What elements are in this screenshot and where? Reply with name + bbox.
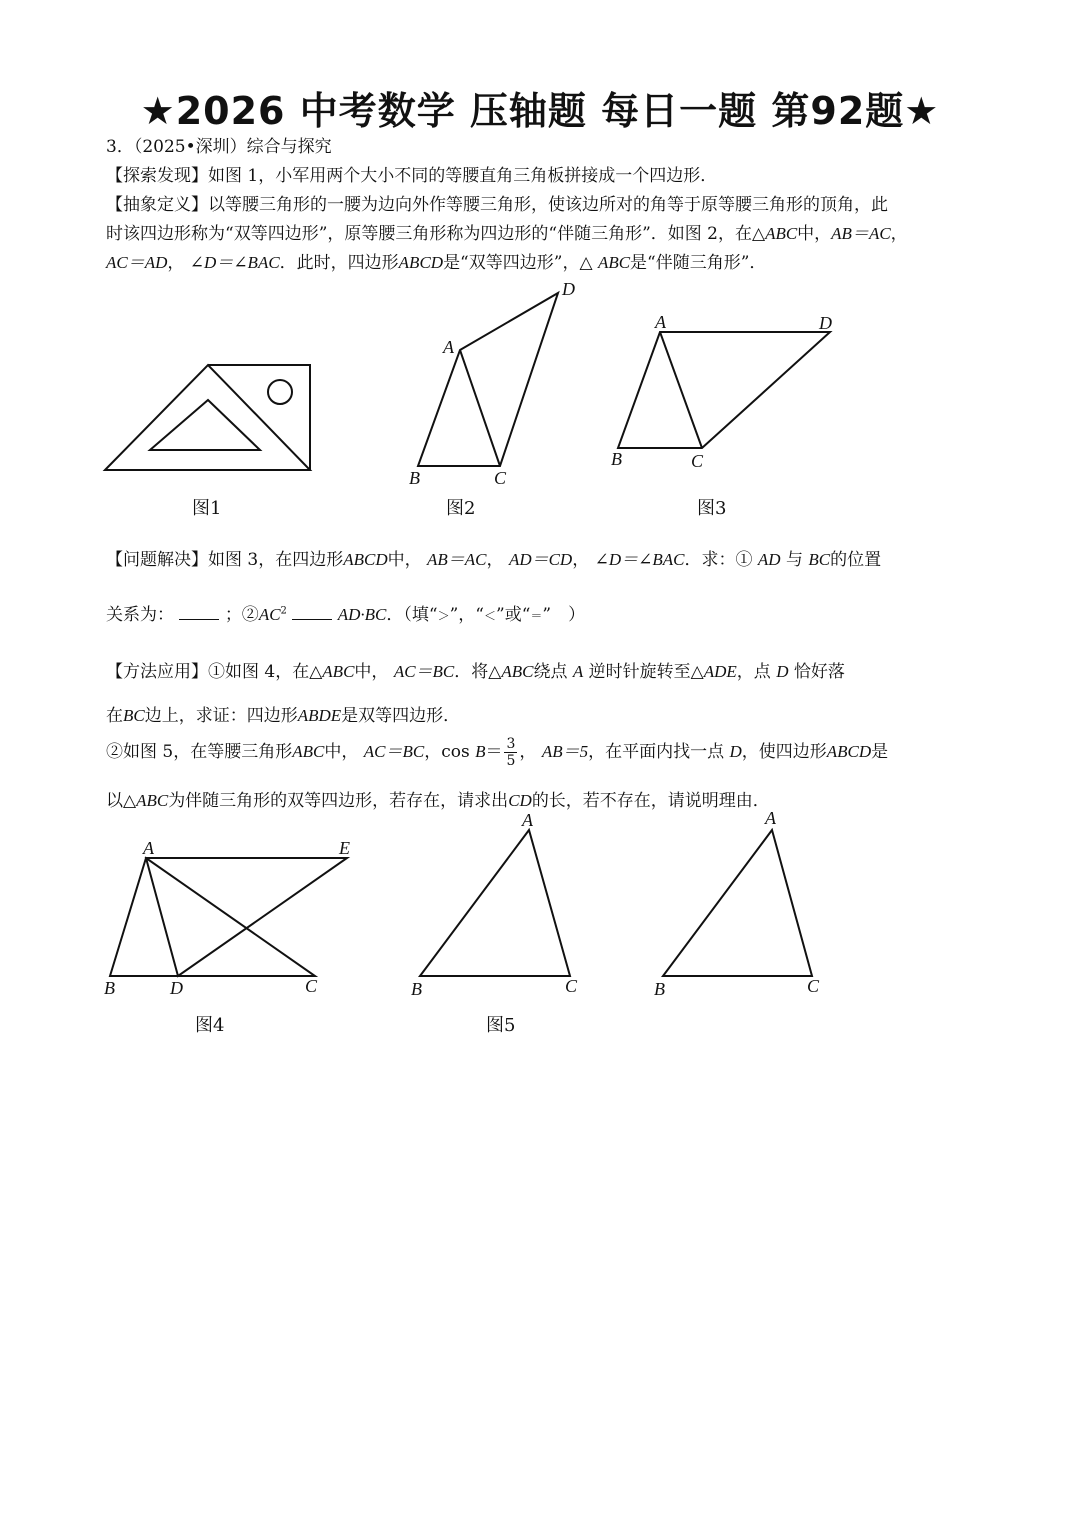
discover-text: 【探索发现】如图 1，小军用两个大小不同的等腰直角三角板拼接成一个四边形． — [106, 166, 718, 186]
fig5-triangle-abc — [420, 830, 570, 976]
text: ，点 — [736, 662, 771, 682]
fig6-label-b: B — [654, 979, 665, 999]
math: ABCD — [826, 742, 872, 761]
fig2-label-c: C — [494, 468, 507, 488]
figure-6 — [650, 808, 830, 998]
figure-2 — [400, 280, 600, 490]
math: ABCD — [398, 253, 444, 272]
math: AB＝AC — [831, 224, 891, 243]
text: ， — [890, 224, 908, 244]
math: ∠D＝∠BAC — [189, 253, 280, 272]
text: 中， — [324, 742, 359, 762]
text: 与 — [785, 550, 803, 570]
fig2-label-b: B — [409, 468, 420, 488]
text: 为伴随三角形的双等四边形，若存在，请求出 — [168, 791, 509, 811]
symbol: ＝ — [530, 609, 543, 623]
fig3-quadrilateral — [618, 332, 830, 448]
math: A — [572, 662, 584, 681]
text: 中， — [797, 224, 832, 244]
define-line-2 — [106, 219, 908, 244]
math: AC — [258, 605, 281, 624]
fig2-label-a: A — [443, 337, 454, 357]
fig6-triangle-abc — [663, 830, 812, 976]
solve-line-1 — [106, 545, 881, 570]
text: ，在平面内找一点 — [588, 742, 725, 762]
problem-header: 3．（2025•深圳）综合与探究 — [106, 137, 332, 157]
symbol: ＜ — [483, 609, 496, 623]
math: ADE — [703, 662, 737, 681]
text: 以△ — [106, 791, 137, 811]
math: AC＝AD — [106, 253, 168, 272]
fig4-caption: 图4 — [195, 1015, 225, 1036]
fig5-caption: 图5 — [486, 1015, 516, 1036]
math: BC — [123, 706, 145, 725]
superscript: 2 — [280, 605, 287, 617]
fig5-label-a: A — [522, 810, 533, 830]
text: ，cos — [424, 742, 470, 762]
text: 是 — [871, 742, 889, 762]
text: 边上，求证：四边形 — [144, 706, 298, 726]
apply-line-3 — [106, 736, 888, 769]
fig1-hole — [268, 380, 292, 404]
math: CD — [508, 791, 532, 810]
text: ．（填“ — [386, 605, 438, 625]
text: 逆时针旋转至△ — [588, 662, 704, 682]
math: ABDE — [297, 706, 342, 725]
fig2-quadrilateral — [418, 293, 558, 466]
define-line-3 — [106, 248, 766, 273]
math: AD — [757, 550, 781, 569]
fig2-label-d: D — [562, 279, 575, 299]
text: 在 — [106, 706, 123, 726]
text: ” ） — [542, 605, 586, 625]
fig1-caption: 图1 — [192, 498, 222, 519]
text: 是“双等四边形”，△ — [443, 253, 593, 273]
text: ， — [519, 742, 537, 762]
fig2-diagonal-ac — [460, 350, 500, 466]
text: ．将△ — [454, 662, 502, 682]
math: D — [776, 662, 789, 681]
text: 是双等四边形． — [341, 706, 461, 726]
fig4-label-d: D — [170, 978, 183, 998]
text: 的长，若不存在，请说明理由． — [531, 791, 770, 811]
figure-1 — [100, 360, 315, 475]
math: AC＝BC — [363, 742, 425, 761]
fig3-diagonal-ac — [660, 332, 702, 448]
text: ＝ — [485, 742, 503, 762]
fig2-caption: 图2 — [446, 498, 476, 519]
text: 中， — [387, 550, 422, 570]
math: AB＝AC — [427, 550, 487, 569]
text: 中， — [354, 662, 389, 682]
text: 绕点 — [533, 662, 568, 682]
text: ”，“ — [449, 605, 484, 625]
answer-blank-2[interactable] — [292, 605, 332, 620]
fig4-label-a: A — [143, 838, 154, 858]
answer-blank-1[interactable] — [179, 605, 219, 620]
math: ABC — [322, 662, 355, 681]
math: ABC — [501, 662, 534, 681]
symbol: ＞ — [437, 609, 450, 623]
math: AC＝BC — [393, 662, 455, 681]
math: ABC — [292, 742, 325, 761]
text: ．此时，四边形 — [279, 253, 399, 273]
math: ABC — [597, 253, 631, 272]
text: ；② — [224, 605, 259, 625]
text: ， — [486, 550, 504, 570]
math: ABCD — [343, 550, 388, 569]
fig3-label-b: B — [611, 449, 622, 469]
fig4-triangle-ade — [146, 858, 347, 976]
text: 【方法应用】①如图 4，在△ — [106, 662, 323, 682]
text: 【问题解决】如图 3，在四边形 — [106, 550, 344, 570]
text: 恰好落 — [793, 662, 845, 682]
fig6-label-a: A — [765, 808, 776, 828]
text: ②如图 5，在等腰三角形 — [106, 742, 293, 762]
fig3-label-d: D — [819, 313, 832, 333]
text: 关系为： — [106, 605, 174, 625]
math: ABC — [136, 791, 169, 810]
text: ．求：① — [684, 550, 753, 570]
text: ，使四边形 — [741, 742, 827, 762]
fig3-label-a: A — [655, 312, 666, 332]
math: AD·BC — [337, 605, 387, 624]
math: AB＝5 — [541, 742, 589, 761]
figure-5 — [405, 810, 585, 1000]
fig4-label-e: E — [339, 838, 350, 858]
math: AD＝CD — [508, 550, 573, 569]
math: B — [475, 742, 486, 761]
fig4-triangle-abc — [110, 858, 315, 976]
math: ∠D＝∠BAC — [594, 550, 685, 569]
fig4-label-c: C — [305, 976, 318, 996]
fig5-label-c: C — [565, 976, 578, 996]
fraction — [504, 736, 517, 769]
apply-line-2 — [106, 701, 460, 726]
fig3-label-c: C — [691, 451, 704, 471]
fraction-denominator: 5 — [506, 753, 516, 769]
fig5-label-b: B — [411, 979, 422, 999]
solve-line-2 — [106, 600, 585, 625]
fraction-numerator: 3 — [506, 736, 516, 752]
math: D — [729, 742, 742, 761]
text: ， — [167, 253, 185, 273]
fig6-label-c: C — [807, 976, 820, 996]
text: 的位置 — [830, 550, 882, 570]
fig4-label-b: B — [104, 978, 115, 998]
fig3-caption: 图3 — [697, 498, 727, 519]
figure-4 — [100, 838, 360, 998]
math: ABC — [765, 224, 798, 243]
define-line-1: 【抽象定义】以等腰三角形的一腰为边向外作等腰三角形，使该边所对的角等于原等腰三角形的顶角，此 — [106, 195, 888, 215]
page-title: ★2026 中考数学 压轴题 每日一题 第92题★ — [140, 89, 940, 133]
figure-3 — [605, 310, 845, 475]
math: BC — [808, 550, 831, 569]
apply-line-1 — [106, 657, 845, 682]
text: ， — [572, 550, 590, 570]
text: 时该四边形称为“双等四边形”，原等腰三角形称为四边形的“伴随三角形”．如图 2，在△ — [106, 224, 766, 244]
text: ”或“ — [496, 605, 531, 625]
text: 是“伴随三角形”． — [630, 253, 767, 273]
